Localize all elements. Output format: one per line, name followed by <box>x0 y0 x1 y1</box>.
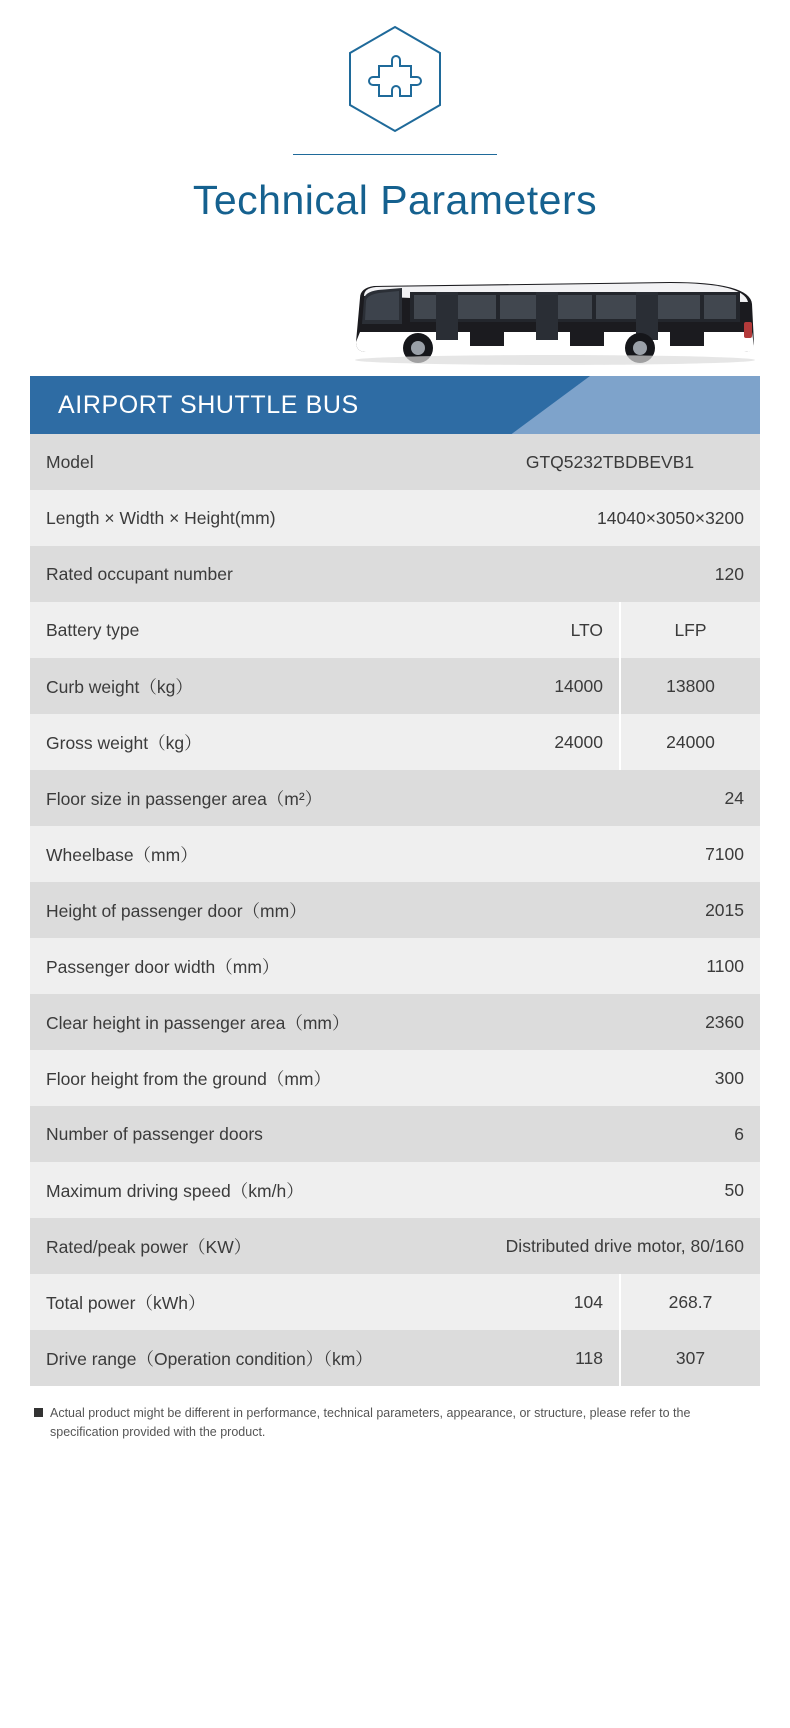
spec-value: 300 <box>460 1050 760 1106</box>
table-row <box>30 1218 760 1274</box>
table-row <box>30 826 760 882</box>
spec-value-2: 24000 <box>620 714 760 770</box>
spec-value-1: 14000 <box>460 658 620 714</box>
spec-label: Gross weight（kg） <box>30 714 460 770</box>
banner-label: AIRPORT SHUTTLE BUS <box>58 391 359 419</box>
spec-label: Maximum driving speed（km/h） <box>30 1162 460 1218</box>
spec-value-2: 268.7 <box>620 1274 760 1330</box>
spec-label: Number of passenger doors <box>30 1106 460 1162</box>
page-header <box>0 0 790 224</box>
spec-label: Curb weight（kg） <box>30 658 460 714</box>
spec-label: Wheelbase（mm） <box>30 826 460 882</box>
spec-table <box>30 434 760 1386</box>
table-row <box>30 1330 760 1386</box>
spec-value-2: LFP <box>620 602 760 658</box>
header-divider <box>293 154 497 155</box>
table-row <box>30 882 760 938</box>
table-row <box>30 602 760 658</box>
table-row <box>30 434 760 490</box>
spec-label: Height of passenger door（mm） <box>30 882 460 938</box>
table-row <box>30 714 760 770</box>
table-row <box>30 770 760 826</box>
spec-label: Floor height from the ground（mm） <box>30 1050 460 1106</box>
table-row <box>30 490 760 546</box>
bus-image-area <box>0 250 790 370</box>
hex-icon-wrap <box>0 22 790 138</box>
spec-value-1: 104 <box>460 1274 620 1330</box>
spec-value: 2360 <box>460 994 760 1050</box>
section-banner <box>30 376 760 434</box>
spec-label: Rated/peak power（KW） <box>30 1218 460 1274</box>
table-row <box>30 546 760 602</box>
spec-table-body <box>30 434 760 1386</box>
footnote <box>34 1404 756 1443</box>
spec-value: GTQ5232TBDBEVB1 <box>460 434 760 490</box>
spec-label: Total power（kWh） <box>30 1274 460 1330</box>
spec-value: 24 <box>460 770 760 826</box>
spec-value-1: 118 <box>460 1330 620 1386</box>
spec-value-2: 307 <box>620 1330 760 1386</box>
spec-value: 1100 <box>460 938 760 994</box>
puzzle-hexagon-icon <box>343 22 447 138</box>
spec-value: 120 <box>460 546 760 602</box>
spec-label: Model <box>30 434 460 490</box>
spec-value: 2015 <box>460 882 760 938</box>
spec-value: Distributed drive motor, 80/160 <box>460 1218 760 1274</box>
footnote-text: Actual product might be different in performance, technical parameters, appearance, or structure, please refer to the specification provided with the product. <box>50 1406 691 1440</box>
spec-value: 7100 <box>460 826 760 882</box>
spec-value: 14040×3050×3200 <box>460 490 760 546</box>
table-row <box>30 938 760 994</box>
spec-value-1: 24000 <box>460 714 620 770</box>
spec-label: Passenger door width（mm） <box>30 938 460 994</box>
spec-label: Drive range（Operation condition）（km） <box>30 1330 460 1386</box>
spec-value: 6 <box>460 1106 760 1162</box>
table-row <box>30 1106 760 1162</box>
airport-shuttle-bus-image <box>340 270 760 370</box>
spec-value-1: LTO <box>460 602 620 658</box>
bullet-square-icon <box>34 1408 43 1417</box>
table-row <box>30 1274 760 1330</box>
spec-label: Floor size in passenger area（m²） <box>30 770 460 826</box>
table-row <box>30 994 760 1050</box>
spec-value: 50 <box>460 1162 760 1218</box>
spec-label: Clear height in passenger area（mm） <box>30 994 460 1050</box>
table-row <box>30 658 760 714</box>
spec-label: Rated occupant number <box>30 546 460 602</box>
table-row <box>30 1162 760 1218</box>
page-title: Technical Parameters <box>192 177 598 223</box>
spec-value-2: 13800 <box>620 658 760 714</box>
table-row <box>30 1050 760 1106</box>
spec-label: Battery type <box>30 602 460 658</box>
spec-label: Length × Width × Height(mm) <box>30 490 460 546</box>
